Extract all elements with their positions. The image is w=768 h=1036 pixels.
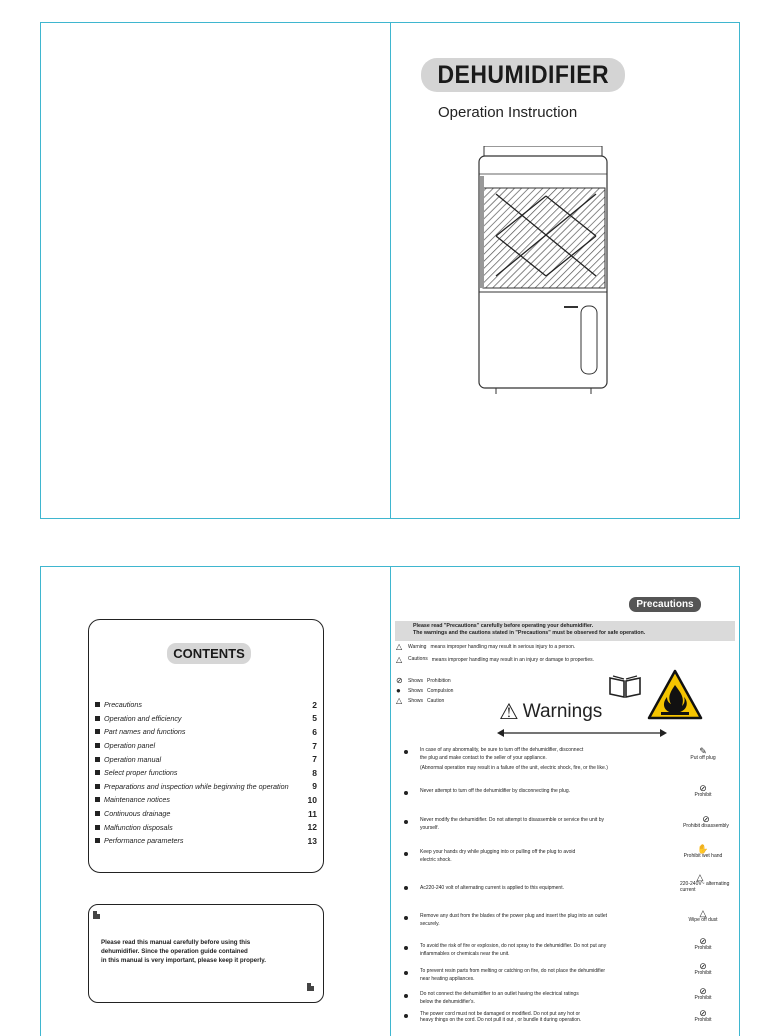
contents-title: CONTENTS xyxy=(173,646,245,661)
prohibit-icon: ⊘ xyxy=(699,783,707,793)
bullet-icon xyxy=(404,886,408,890)
precautions-intro: Please read "Precautions" carefully before operating your dehumidifier. The warnings and the cautions stated in "Precautions" must be observed for safe operation. xyxy=(395,621,735,641)
cover-subtitle: Operation Instruction xyxy=(438,104,578,121)
warning-item: Do not connect the dehumidifier to an outlet having the electrical ratings below the dehumidifier's. ⊘ Prohibit xyxy=(404,991,734,1009)
legend-caution-symbol: △ Shows Caution xyxy=(396,696,445,705)
bullet-icon xyxy=(95,743,100,748)
bullet-icon xyxy=(404,1014,408,1018)
toc-item: Operation panel 7 xyxy=(95,739,317,753)
warning-item: To avoid the risk of fire or explosion, do not spray to the dehumidifier. Do not put any inflammables or chemicals near the unit. ⊘ Prohibit xyxy=(404,943,734,965)
bullet-icon xyxy=(404,971,408,975)
bullet-icon xyxy=(95,702,100,707)
prohibit-icon: ⊘ xyxy=(699,1008,707,1018)
prohibit-icon: ⊘ xyxy=(699,961,707,971)
bullet-icon xyxy=(404,750,408,754)
prohibit-icon: ⊘ xyxy=(699,986,707,996)
plug-icon: ✎ xyxy=(699,746,707,756)
toc-item: Maintenance notices 10 xyxy=(95,793,317,807)
bullet-icon xyxy=(95,784,100,789)
bullet-icon xyxy=(404,820,408,824)
corner-mark-icon xyxy=(93,911,100,919)
compulsion-dot-icon: ● xyxy=(396,686,401,695)
note-text: Please read this manual carefully before using this dehumidifier. Since the operation guide contained in this manual is very important, please keep it properly. xyxy=(101,939,266,964)
warning-item: Never modify the dehumidifier. Do not attempt to disassemble or service the unit by yourself. ⊘ Prohibit disassembly xyxy=(404,817,734,841)
warning-item: In case of any abnormality, be sure to turn off the dehumidifier, disconnect the plug and make contact to the seller of your appliance. (Abnormal operation may result in a failure of the unit, electric shock, fire, or the like.) ✎ Put off plug xyxy=(404,747,734,777)
dehumidifier-illustration xyxy=(436,146,608,396)
warning-item: To prevent resin parts from melting or catching on fire, do not place the dehumidifier near heating appliances. ⊘ Prohibit xyxy=(404,968,734,990)
corner-mark-icon xyxy=(307,983,314,991)
page-divider xyxy=(390,567,391,1036)
toc-item: Performance parameters 13 xyxy=(95,834,317,848)
toc-item: Preparations and inspection while beginning the operation 9 xyxy=(95,780,317,794)
toc-item: Continuous drainage 11 xyxy=(95,807,317,821)
toc-item: Malfunction disposals 12 xyxy=(95,820,317,834)
prohibition-circle-icon: ⊘ xyxy=(396,676,403,685)
book-icon xyxy=(608,675,642,699)
flammable-hazard-icon xyxy=(647,669,703,721)
table-of-contents xyxy=(95,698,317,848)
warning-item: Keep your hands dry while plugging into or pulling off the plug to avoid electric shock. ✋ Prohibit wet hand xyxy=(404,849,734,873)
warning-item: Remove any dust from the blades of the power plug and insert the plug into an outlet securely. △ Wipe off dust xyxy=(404,913,734,937)
bullet-icon xyxy=(95,825,100,830)
prohibit-icon: ⊘ xyxy=(702,814,710,824)
wet-hand-icon: ✋ xyxy=(697,844,709,854)
warning-triangle-icon: △ xyxy=(396,642,403,651)
caution-triangle-icon: △ xyxy=(396,696,403,705)
cover-spread xyxy=(40,22,740,519)
bullet-icon xyxy=(95,757,100,762)
warning-item: Never attempt to turn off the dehumidifier by disconnecting the plug. ⊘ Prohibit xyxy=(404,788,734,808)
contents-box xyxy=(88,619,324,873)
read-manual-note xyxy=(88,904,324,1003)
bullet-icon xyxy=(404,994,408,998)
legend-warning: △ Warning means improper handling may result in serious injury to a person. xyxy=(396,642,576,651)
bullet-icon xyxy=(95,770,100,775)
warning-item: Ac220-240 volt of alternating current is applied to this equipment. △ 220-240V~ alternating current xyxy=(404,883,734,907)
legend-compulsion: ● Shows Compulsion xyxy=(396,686,454,695)
cover-title: DEHUMIDIFIER xyxy=(437,60,609,89)
precautions-title: Precautions xyxy=(636,599,694,610)
warnings-heading: ⚠ Warnings xyxy=(499,699,603,724)
bullet-icon xyxy=(95,729,100,734)
bullet-icon xyxy=(95,797,100,802)
caution-triangle-icon: △ xyxy=(396,655,403,664)
bullet-icon xyxy=(404,946,408,950)
caution-icon: △ xyxy=(699,908,707,918)
precautions-title-badge xyxy=(629,597,701,612)
toc-item: Operation and efficiency 5 xyxy=(95,712,317,726)
double-arrow-icon xyxy=(497,729,667,737)
contents-title-badge xyxy=(167,643,251,664)
toc-item: Part names and functions 6 xyxy=(95,725,317,739)
cover-title-badge xyxy=(421,58,625,92)
bullet-icon xyxy=(95,716,100,721)
warning-triangle-icon: ⚠ xyxy=(499,699,519,724)
contents-spread xyxy=(40,566,740,1036)
caution-icon: △ xyxy=(696,872,704,882)
page-divider xyxy=(390,23,391,518)
bullet-icon xyxy=(404,916,408,920)
legend-caution: △ Cautions means improper handling may result in an injury or damage to properties. xyxy=(396,655,595,664)
toc-item: Operation manual 7 xyxy=(95,752,317,766)
toc-item: Precautions 2 xyxy=(95,698,317,712)
warning-item: The power cord must not be damaged or modified. Do not put any hot or heavy things on the cord. Do not pull it out , or bundle it during operation. ⊘ Prohibit xyxy=(404,1011,734,1025)
legend-prohibition: ⊘ Shows Prohibition xyxy=(396,676,451,685)
toc-item: Select proper functions 8 xyxy=(95,766,317,780)
bullet-icon xyxy=(404,852,408,856)
prohibit-icon: ⊘ xyxy=(699,936,707,946)
bullet-icon xyxy=(404,791,408,795)
bullet-icon xyxy=(95,811,100,816)
bullet-icon xyxy=(95,838,100,843)
